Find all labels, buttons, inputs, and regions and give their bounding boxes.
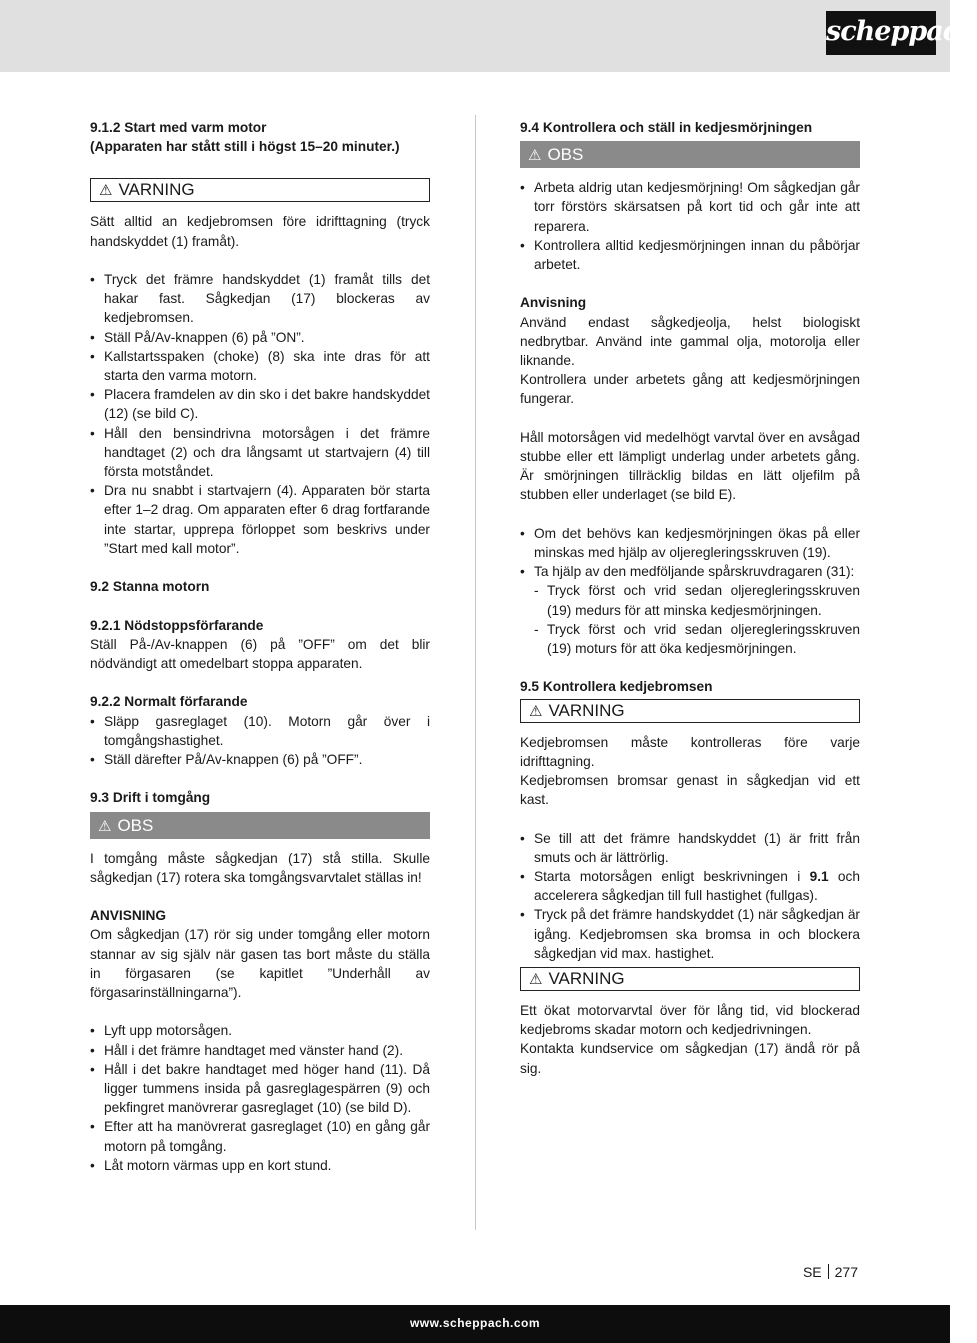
paragraph: Kedjebromsen bromsar genast in sågkedjan vid ett kast. xyxy=(520,773,860,808)
paragraph: Ställ På-/Av-knappen (6) på ”OFF” om det blir nödvändigt att omedelbart stoppa apparaten. xyxy=(90,636,430,672)
list-item: • Ställ På/Av-knappen (6) på ”ON”. xyxy=(90,328,430,347)
section-heading: 9.4 Kontrollera och ställ in kedjesmörjningen xyxy=(520,120,813,135)
section-heading: 9.2 Stanna motorn xyxy=(90,579,210,595)
obs-box: ⚠ OBS xyxy=(520,141,860,168)
section-heading: 9.2.1 Nödstoppsförfarande xyxy=(90,617,264,633)
note-heading: ANVISNING xyxy=(90,908,167,924)
paragraph: Kontakta kundservice om sågkedjan (17) ändå rör på sig. xyxy=(520,1041,860,1076)
list-item: • Placera framdelen av din sko i det bakre handskyddet (12) (se bild C). xyxy=(90,385,430,423)
page-header xyxy=(0,0,977,72)
warning-icon: ⚠ xyxy=(99,182,113,200)
idle-steps-list xyxy=(90,1021,430,1175)
warning-icon: ⚠ xyxy=(529,971,543,989)
warning-icon: ⚠ xyxy=(98,817,112,835)
page-number-separator xyxy=(828,1264,829,1279)
warning-box: ⚠ VARNING xyxy=(520,967,860,991)
lubrication-list xyxy=(520,178,860,274)
list-item: • Tryck det främre handskyddet (1) framåt tills det hakar fast. Sågkedjan (17) blockeras av kedjebromsen. xyxy=(90,270,430,328)
warning-icon: ⚠ xyxy=(529,702,543,720)
warning-box: ⚠ VARNING xyxy=(520,699,860,723)
section-heading: 9.1.2 Start med varm motor xyxy=(90,120,267,135)
list-item: • Arbeta aldrig utan kedjesmörjning! Om sågkedjan går torr förstörs skärsatsen på kort tid och går inte att reparera. xyxy=(520,178,860,236)
list-item: • Dra nu snabbt i startvajern (4). Apparaten bör starta efter 1–2 drag. Om apparaten efter 6 drag fortfarande inte startar, upprepa förloppet som beskrivs under ”Start med kall motor”. xyxy=(90,481,430,558)
section-subheading: (Apparaten har stått still i högst 15–20 minuter.) xyxy=(90,139,400,155)
right-column xyxy=(520,118,860,1078)
brake-check-list xyxy=(520,829,860,963)
list-item: • Starta motorsågen enligt beskrivningen i 9.1 och accelerera sågkedjan till full hastighet (fullgas). xyxy=(520,867,860,905)
obs-box: ⚠ OBS xyxy=(90,812,430,839)
list-item: - Tryck först och vrid sedan oljeregleringsskruven (19) medurs för att minska kedjesmörjningen. xyxy=(534,581,860,619)
section-heading: 9.2.2 Normalt förfarande xyxy=(90,694,248,710)
list-item: • Lyft upp motorsågen. xyxy=(90,1021,430,1040)
paragraph: Om sågkedjan (17) rör sig under tomgång eller motorn stannar av sig själv när gasen tas bort måste du ställa in förgasaren (se kapitlet ”Underhåll av förgasarinställningarna”). xyxy=(90,927,430,1001)
paragraph: Kedjebromsen måste kontrolleras före varje idrifttagning. xyxy=(520,734,860,769)
paragraph: Ett ökat motorvarvtal över för lång tid, vid blockerad kedjebroms skadar motorn och kedjedrivningen. xyxy=(520,1003,860,1038)
list-item: • Håll i det bakre handtaget med höger hand (11). Då ligger tummens insida på gasreglagespärren (9) och pekfingret manövrerar gasreglaget (10) (se bild D). xyxy=(90,1060,430,1118)
list-item: • Se till att det främre handskyddet (1) är fritt från smuts och är lättrörlig. xyxy=(520,829,860,867)
list-item: • Håll i det främre handtaget med vänster hand (2). xyxy=(90,1041,430,1060)
list-item: • Ta hjälp av den medföljande spårskruvdragaren (31): xyxy=(520,562,860,581)
warning-icon: ⚠ xyxy=(528,147,542,165)
warning-text: Sätt alltid an kedjebromsen före idrifttagning (tryck handskyddet (1) framåt). xyxy=(90,214,430,249)
paragraph: I tomgång måste sågkedjan (17) stå stilla. Skulle sågkedjan (17) rotera ska tomgångsvarvtalet ställas in! xyxy=(90,850,430,885)
list-item: - Tryck först och vrid sedan oljeregleringsskruven (19) moturs för att öka kedjesmörjningen. xyxy=(534,620,860,658)
list-item: • Släpp gasreglaget (10). Motorn går över i tomgångshastighet. xyxy=(90,712,430,750)
list-item: • Efter att ha manövrerat gasreglaget (10) en gång går motorn på tomgång. xyxy=(90,1117,430,1155)
list-item: • Håll den bensindrivna motorsågen i det främre handtaget (2) och dra långsamt ut startvajern (4) till första motståndet. xyxy=(90,424,430,482)
paragraph: Håll motorsågen vid medelhögt varvtal över en avsågad stubbe eller ett lämpligt underlag under arbetets gång. Är smörjningen tillräcklig bildas en lätt oljefilm på stubben eller underlaget (se bild E). xyxy=(520,429,860,503)
list-item: • Ställ därefter På/Av-knappen (6) på ”OFF”. xyxy=(90,750,430,769)
section-heading: 9.5 Kontrollera kedjebromsen xyxy=(520,679,713,695)
list-item: • Kallstartsspaken (choke) (8) ska inte dras för att starta den varma motorn. xyxy=(90,347,430,385)
normal-stop-list xyxy=(90,712,430,770)
page-footer xyxy=(0,1305,950,1343)
adjust-list xyxy=(520,524,860,582)
warning-box: ⚠ VARNING xyxy=(90,178,430,202)
paragraph: Använd endast sågkedjeolja, helst biologiskt nedbrytbar. Använd inte gammal olja, motorolja eller liknande. xyxy=(520,314,860,369)
note-heading: Anvisning xyxy=(520,295,587,311)
footer-url: www.scheppach.com xyxy=(409,1316,541,1330)
list-item: • Tryck på det främre handskyddet (1) när sågkedjan är igång. Kedjebromsen ska bromsa in och blockera sågkedjan vid max. hastighet. xyxy=(520,905,860,963)
list-item: • Kontrollera alltid kedjesmörjningen innan du påbörjar arbetet. xyxy=(520,236,860,274)
start-steps-list xyxy=(90,270,430,558)
section-heading: 9.3 Drift i tomgång xyxy=(90,790,211,806)
adjust-sublist xyxy=(520,581,860,658)
list-item: • Låt motorn värmas upp en kort stund. xyxy=(90,1156,430,1175)
left-column xyxy=(90,118,430,1175)
list-item: • Om det behövs kan kedjesmörjningen ökas på eller minskas med hjälp av oljeregleringsskruven (19). xyxy=(520,524,860,562)
column-divider xyxy=(475,115,476,1230)
brand-logo: scheppach xyxy=(826,11,936,55)
paragraph: Kontrollera under arbetets gång att kedjesmörjningen fungerar. xyxy=(520,372,860,407)
page-number: SE 277 xyxy=(802,1264,858,1280)
